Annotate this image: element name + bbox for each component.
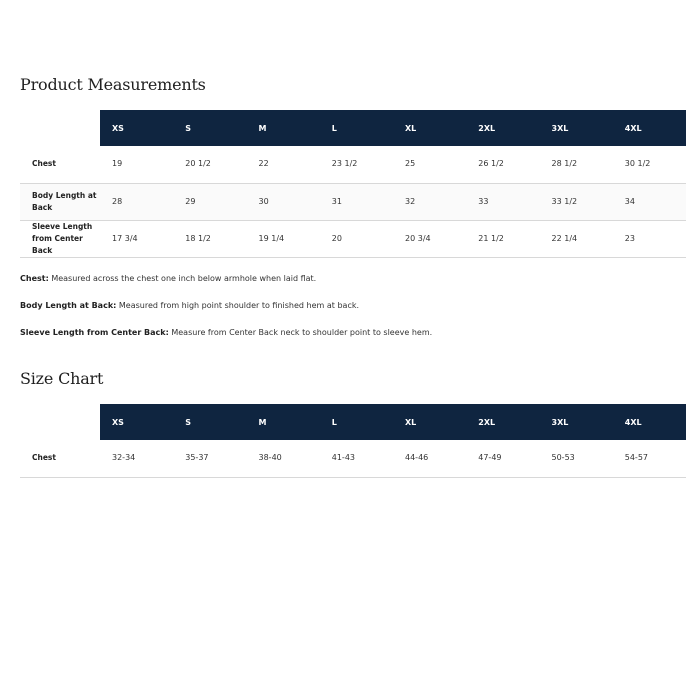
table-header-row xyxy=(20,110,686,146)
note-text: Measured across the chest one inch below armhole when laid flat. xyxy=(51,274,317,283)
table-cell: 26 1/2 xyxy=(466,146,539,183)
size-header-s: S xyxy=(173,404,246,440)
size-header-xl: XL xyxy=(393,404,466,440)
table-cell: 30 1/2 xyxy=(613,146,686,183)
table-cell: 28 1/2 xyxy=(540,146,613,183)
measurement-notes xyxy=(20,272,680,353)
table-cell: 20 3/4 xyxy=(393,220,466,257)
row-label: Chest xyxy=(20,440,100,477)
product-measurements-title: Product Measurements xyxy=(20,75,206,94)
table-cell: 17 3/4 xyxy=(100,220,173,257)
table-cell: 25 xyxy=(393,146,466,183)
table-cell: 34 xyxy=(613,183,686,220)
size-header-xl: XL xyxy=(393,110,466,146)
table-cell: 29 xyxy=(173,183,246,220)
size-header-2xl: 2XL xyxy=(466,110,539,146)
note-body-length xyxy=(20,299,680,312)
size-header-3xl: 3XL xyxy=(540,404,613,440)
header-corner-cell xyxy=(20,110,100,146)
note-text: Measure from Center Back neck to shoulder point to sleeve hem. xyxy=(171,328,433,337)
table-cell: 35-37 xyxy=(173,440,246,477)
table-cell: 23 xyxy=(613,220,686,257)
size-header-l: L xyxy=(320,404,393,440)
table-cell: 30 xyxy=(247,183,320,220)
size-header-2xl: 2XL xyxy=(466,404,539,440)
table-cell: 47-49 xyxy=(466,440,539,477)
table-cell: 19 1/4 xyxy=(247,220,320,257)
size-header-3xl: 3XL xyxy=(540,110,613,146)
table-cell: 31 xyxy=(320,183,393,220)
table-cell: 21 1/2 xyxy=(466,220,539,257)
size-header-m: M xyxy=(247,404,320,440)
table-cell: 23 1/2 xyxy=(320,146,393,183)
table-row-chest xyxy=(20,146,686,183)
table-cell: 41-43 xyxy=(320,440,393,477)
note-term: Chest: xyxy=(20,274,49,283)
size-header-xs: XS xyxy=(100,404,173,440)
table-cell: 38-40 xyxy=(247,440,320,477)
table-cell: 32 xyxy=(393,183,466,220)
note-term: Sleeve Length from Center Back: xyxy=(20,328,169,337)
table-cell: 33 1/2 xyxy=(540,183,613,220)
table-row-sleeve-length xyxy=(20,220,686,257)
size-header-4xl: 4XL xyxy=(613,404,686,440)
row-label: Chest xyxy=(20,146,100,183)
table-row-body-length xyxy=(20,183,686,220)
size-header-xs: XS xyxy=(100,110,173,146)
size-header-m: M xyxy=(247,110,320,146)
table-cell: 22 xyxy=(247,146,320,183)
table-cell: 33 xyxy=(466,183,539,220)
row-label: Body Length at Back xyxy=(20,183,100,220)
table-cell: 28 xyxy=(100,183,173,220)
note-text: Measured from high point shoulder to finished hem at back. xyxy=(118,301,360,310)
table-cell: 54-57 xyxy=(613,440,686,477)
note-term: Body Length at Back: xyxy=(20,301,117,310)
table-cell: 20 1/2 xyxy=(173,146,246,183)
size-chart-title: Size Chart xyxy=(20,369,104,388)
table-cell: 32-34 xyxy=(100,440,173,477)
note-sleeve-length xyxy=(20,326,680,339)
size-chart-table xyxy=(20,404,686,478)
size-header-s: S xyxy=(173,110,246,146)
product-measurements-table xyxy=(20,110,686,258)
table-cell: 22 1/4 xyxy=(540,220,613,257)
note-chest xyxy=(20,272,680,285)
table-cell: 50-53 xyxy=(540,440,613,477)
table-cell: 19 xyxy=(100,146,173,183)
table-row-chest xyxy=(20,440,686,477)
size-header-4xl: 4XL xyxy=(613,110,686,146)
size-header-l: L xyxy=(320,110,393,146)
table-cell: 20 xyxy=(320,220,393,257)
table-cell: 44-46 xyxy=(393,440,466,477)
table-cell: 18 1/2 xyxy=(173,220,246,257)
header-corner-cell xyxy=(20,404,100,440)
table-header-row xyxy=(20,404,686,440)
row-label: Sleeve Length from Center Back xyxy=(20,220,100,257)
